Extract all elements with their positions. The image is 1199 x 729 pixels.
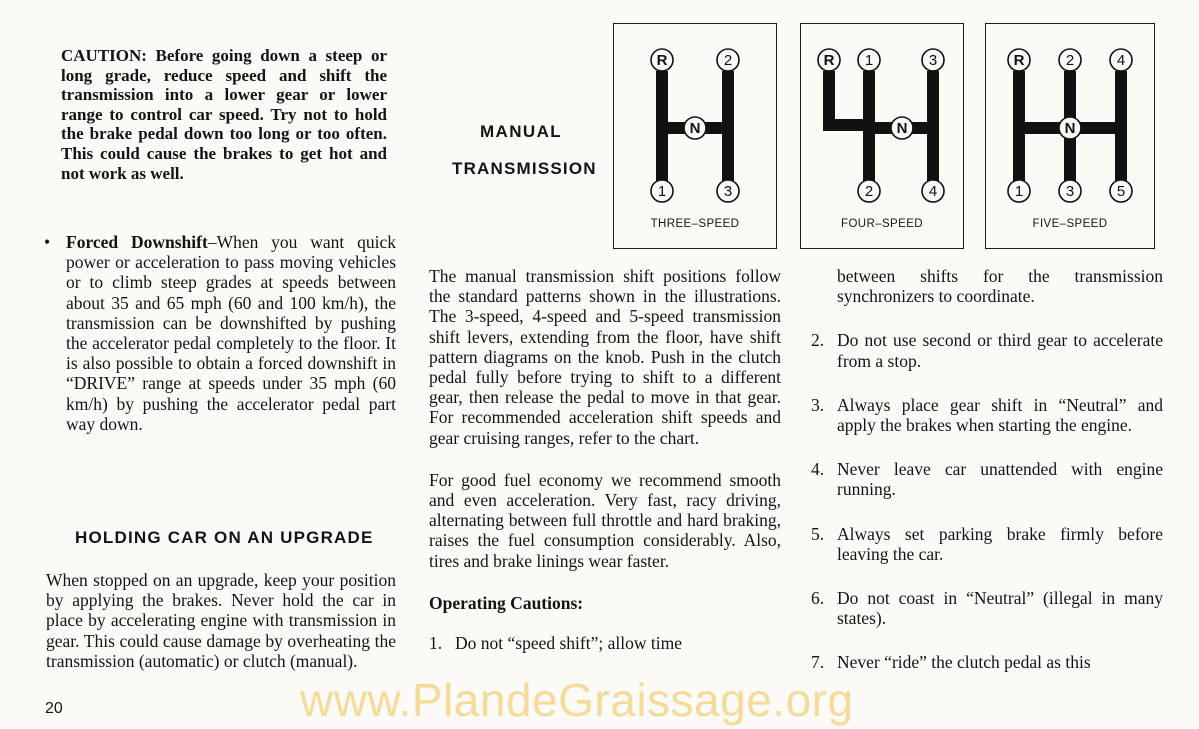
gear-knob-4 — [1110, 49, 1132, 71]
gear-knob-r — [651, 49, 673, 71]
holding-heading: HOLDING CAR ON AN UPGRADE — [75, 528, 374, 547]
holding-paragraph: When stopped on an upgrade, keep your position by applying the brakes. Never hold the car in place by accelerating engine with transmission in gear. This could cause damage by overheating the transmission (automatic) or clutch (manual). — [46, 570, 396, 671]
manual-transmission-text — [429, 266, 781, 677]
three-speed-label: THREE–SPEED — [650, 218, 740, 230]
caution-item-number: 7. — [811, 652, 825, 673]
gear-knob-n — [891, 117, 913, 139]
svg-text:N: N — [896, 120, 908, 137]
svg-text:5: 5 — [1116, 183, 1126, 200]
gear-knob-3 — [1059, 180, 1081, 202]
svg-text:3: 3 — [928, 52, 938, 69]
svg-text:4: 4 — [1116, 52, 1126, 69]
three-speed-diagram — [613, 23, 777, 249]
five-speed-shift-pattern — [986, 24, 1154, 248]
five-speed-label: FIVE–SPEED — [1032, 218, 1108, 230]
caution-item-6 — [811, 588, 1163, 628]
svg-text:4: 4 — [928, 183, 938, 200]
svg-text:2: 2 — [1065, 52, 1075, 69]
gear-knob-1 — [1008, 180, 1030, 202]
manual-paragraph-1: The manual transmission shift positions follow the standard patterns shown in the illustrations. The 3-speed, 4-speed and 5-speed transmission shift levers, extending from the floor, have shift pattern diagrams on the knob. Push in the clutch pedal fully before trying to shift to a different gear, then release the pedal to move in that gear. For recommended acceleration shift speeds and gear cruising ranges, refer to the chart. — [429, 266, 781, 448]
gear-knob-3 — [717, 180, 739, 202]
caution-item-3 — [811, 395, 1163, 435]
bullet-dot: • — [44, 232, 51, 252]
caution-paragraph: CAUTION: Before going down a steep or long grade, reduce speed and shift the transmission into a lower gear or lower range to control car speed. Try not to hold the brake pedal down too long or too often. This could cause the brakes to get hot and not work as well. — [61, 46, 387, 183]
cautions-list — [811, 266, 1163, 697]
caution-item-text: Never “ride” the clutch pedal as this — [837, 652, 1091, 673]
caution-item-2 — [811, 330, 1163, 370]
caution-item-text: Do not coast in “Neutral” (illegal in many states). — [837, 588, 1163, 629]
svg-text:R: R — [1013, 52, 1025, 69]
svg-text:1: 1 — [864, 52, 874, 69]
svg-text:2: 2 — [723, 52, 733, 69]
gear-knob-2 — [858, 180, 880, 202]
caution-item-text: Do not “speed shift”; allow time — [455, 633, 682, 654]
forced-downshift-item — [44, 232, 396, 434]
caution-item-number: 1. — [429, 633, 443, 654]
four-speed-diagram — [800, 23, 964, 249]
five-speed-diagram — [985, 23, 1155, 249]
manual-heading: MANUAL — [480, 122, 563, 141]
caution-item-5 — [811, 524, 1163, 564]
gear-knob-2 — [717, 49, 739, 71]
four-speed-label: FOUR–SPEED — [841, 218, 923, 230]
gear-knob-n — [684, 117, 706, 139]
caution-item-number: 5. — [811, 523, 825, 544]
caution-item-text: Do not use second or third gear to accelerate from a stop. — [837, 330, 1163, 371]
gear-knob-4 — [922, 180, 944, 202]
caution-item-7 — [811, 652, 1163, 672]
caution-item-number: 4. — [811, 459, 825, 480]
caution-item-number: 3. — [811, 394, 825, 415]
caution-item-1 — [429, 633, 781, 653]
caution-item-1-continuation: between shifts for the transmission synchronizers to coordinate. — [837, 266, 1163, 307]
gear-knob-1 — [651, 180, 673, 202]
svg-text:1: 1 — [657, 183, 667, 200]
svg-text:N: N — [1064, 120, 1076, 137]
svg-text:R: R — [656, 52, 668, 69]
page-number: 20 — [45, 700, 63, 717]
svg-text:2: 2 — [864, 183, 874, 200]
caution-item-text: Always set parking brake firmly before leaving the car. — [837, 523, 1163, 564]
watermark: www.PlandeGraissage.org — [300, 674, 854, 726]
manual-paragraph-2: For good fuel economy we recommend smooth and even acceleration. Very fast, racy driving, alternating between full throttle and hard braking, raises the fuel consumption considerably. Also, tires and brake linings wear faster. — [429, 469, 781, 571]
four-speed-shift-pattern — [801, 24, 963, 248]
operating-cautions-heading: Operating Cautions: — [429, 592, 584, 613]
svg-text:3: 3 — [723, 183, 733, 200]
gear-knob-r — [1008, 49, 1030, 71]
caution-item-4 — [811, 459, 1163, 499]
caution-item-text: Never leave car unattended with engine running. — [837, 459, 1163, 500]
caution-item-text: Always place gear shift in “Neutral” and apply the brakes when starting the engine. — [837, 394, 1163, 436]
forced-downshift-title: Forced Downshift — [66, 232, 208, 252]
gear-knob-3 — [922, 49, 944, 71]
gear-knob-n — [1059, 117, 1081, 139]
gear-knob-2 — [1059, 49, 1081, 71]
gear-knob-5 — [1110, 180, 1132, 202]
svg-text:N: N — [689, 120, 701, 137]
svg-text:3: 3 — [1065, 183, 1075, 200]
gear-knob-r — [818, 49, 840, 71]
forced-downshift-text: –When you want quick power or acceleration to pass moving vehicles or to climb steep grades at speeds between about 35 and 65 mph (60 and 100 km/h), the transmission can be downshifted by pushing the accelerator pedal completely to the floor. It is also possible to obtain a forced downshift in “DRIVE” range at speeds under 35 mph (60 km/h) by pushing the accelerator pedal part way down. — [66, 232, 396, 434]
transmission-heading: TRANSMISSION — [452, 159, 597, 178]
caution-item-number: 2. — [811, 330, 825, 351]
svg-text:1: 1 — [1014, 183, 1024, 200]
gear-knob-1 — [858, 49, 880, 71]
svg-text:R: R — [823, 52, 835, 69]
caution-item-number: 6. — [811, 588, 825, 609]
three-speed-shift-pattern — [614, 24, 776, 248]
